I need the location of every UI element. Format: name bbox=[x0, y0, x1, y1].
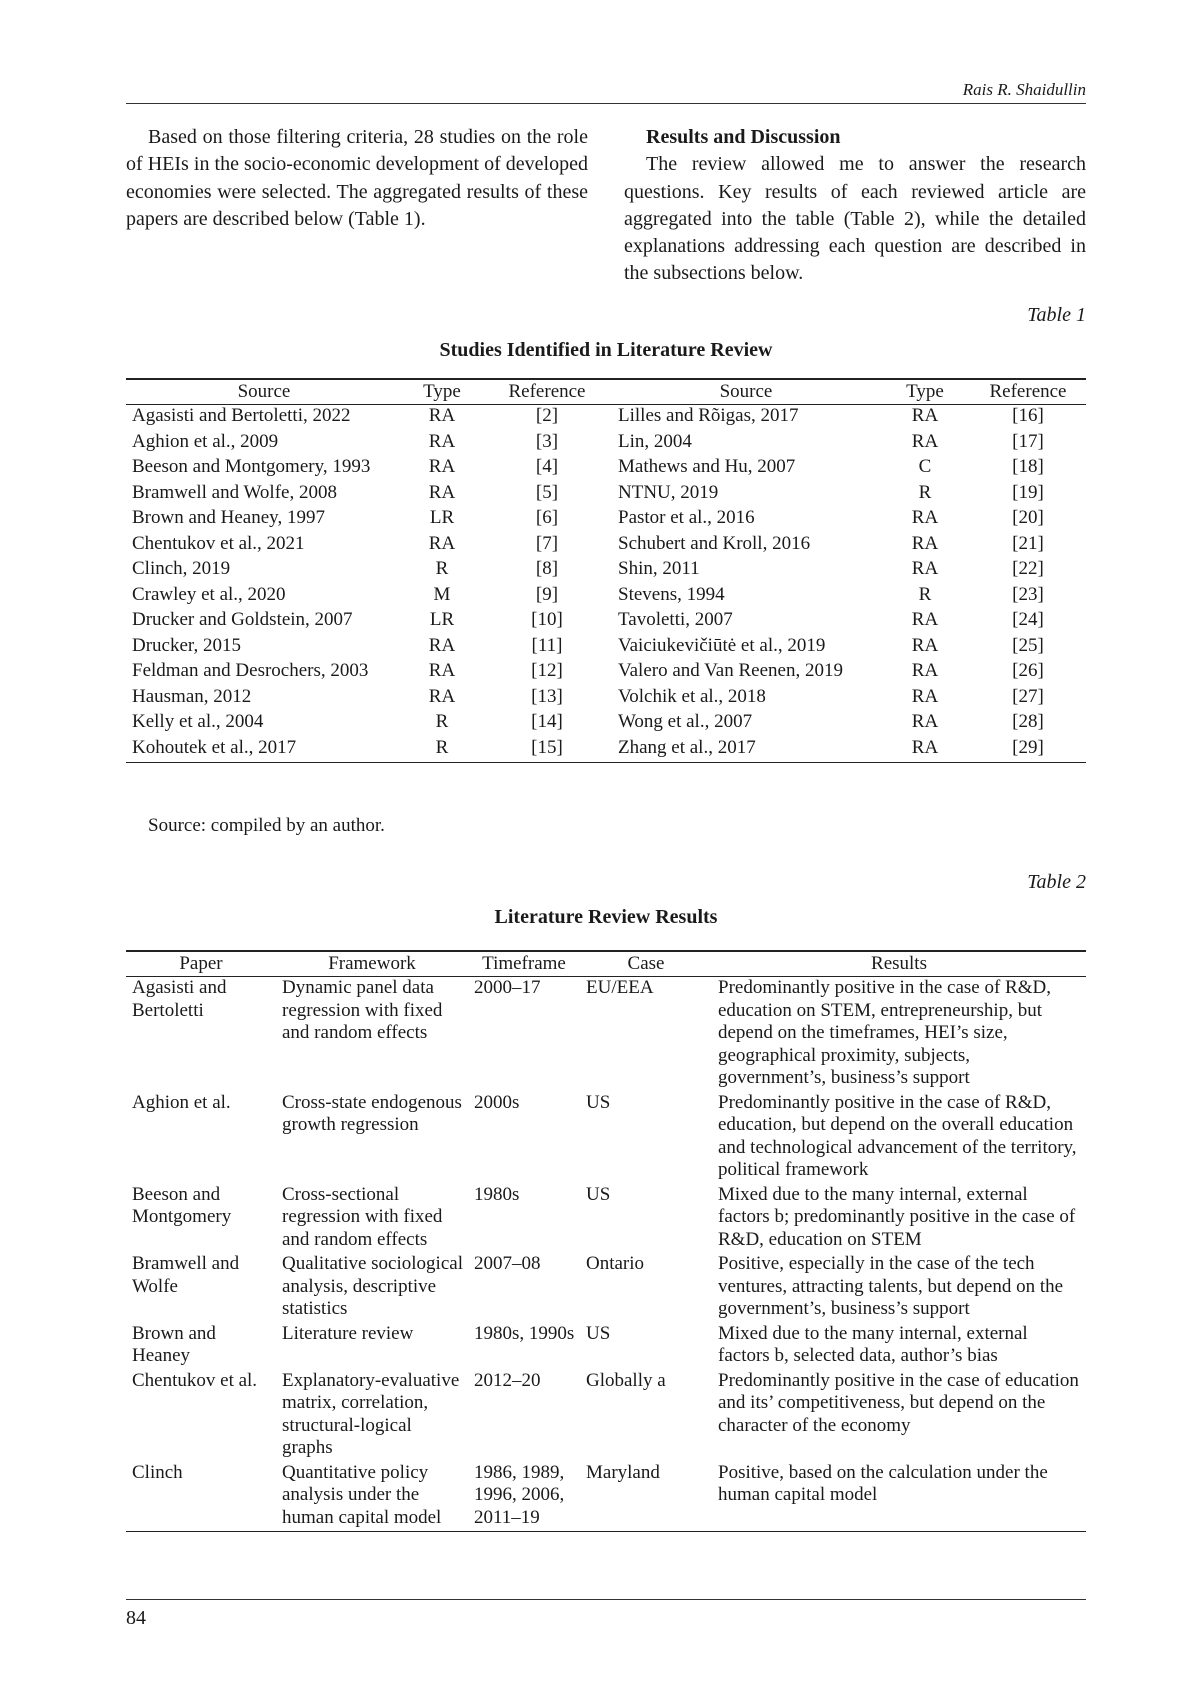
cell-type: RA bbox=[911, 405, 939, 426]
cell-source: Zhang et al., 2017 bbox=[618, 736, 756, 758]
cell-reference: [19] bbox=[1012, 481, 1044, 503]
table-row bbox=[126, 405, 1086, 431]
results-table bbox=[126, 950, 1086, 1532]
cell-reference: [2] bbox=[535, 405, 559, 426]
column-header-reference: Reference bbox=[508, 381, 586, 402]
cell-timeframe: 2000–17 bbox=[474, 977, 541, 998]
cell-type: RA bbox=[911, 430, 939, 452]
column-header-paper: Paper bbox=[179, 953, 223, 974]
cell-type: RA bbox=[911, 507, 939, 528]
cell-type: R bbox=[435, 711, 449, 732]
table-row bbox=[126, 635, 1086, 661]
cell-type: R bbox=[435, 736, 449, 758]
cell-source: Feldman and Desrochers, 2003 bbox=[132, 660, 369, 681]
cell-type: RA bbox=[911, 685, 939, 707]
table-row bbox=[126, 456, 1086, 482]
cell-reference: [16] bbox=[1012, 405, 1044, 426]
column-header-case: Case bbox=[627, 953, 665, 974]
cell-source: Aghion et al., 2009 bbox=[132, 430, 279, 452]
section-heading: Results and Discussion bbox=[646, 126, 841, 148]
table-row bbox=[126, 1370, 1086, 1462]
cell-reference: [28] bbox=[1012, 711, 1044, 732]
table-row bbox=[126, 431, 1086, 457]
cell-results: Predominantly positive in the case of R&D, education on STEM, entrepreneurship, but depend on the timeframes, HEI’s size, geographical proximity, subjects, government’s, business’s support bbox=[718, 977, 1051, 1088]
table-row bbox=[126, 711, 1086, 737]
cell-results: Predominantly positive in the case of R&D, education, but depend on the overall education and technological advancement of the territory, political framework bbox=[718, 1091, 1077, 1180]
table-header-row bbox=[126, 379, 1086, 405]
cell-source: Tavoletti, 2007 bbox=[618, 609, 733, 630]
cell-type: RA bbox=[428, 660, 456, 681]
cell-source: Schubert and Kroll, 2016 bbox=[618, 532, 811, 554]
column-header-type: Type bbox=[906, 381, 944, 402]
table-row bbox=[126, 1462, 1086, 1532]
results-paragraph: The review allowed me to answer the research questions. Key results of each reviewed article are aggregated into the table (Table 2), while the detailed explanations addressing each question are described in the subsections below. bbox=[624, 153, 1086, 285]
page-number: 84 bbox=[126, 1607, 146, 1629]
cell-source: Bramwell and Wolfe, 2008 bbox=[132, 481, 337, 503]
table1-source-note: Source: compiled by an author. bbox=[148, 815, 385, 836]
cell-source: Lilles and Rõigas, 2017 bbox=[618, 405, 799, 426]
cell-source: Pastor et al., 2016 bbox=[618, 507, 755, 528]
cell-reference: [13] bbox=[531, 685, 563, 707]
cell-reference: [6] bbox=[535, 507, 559, 528]
table-row bbox=[126, 686, 1086, 712]
cell-source: Drucker and Goldstein, 2007 bbox=[132, 609, 353, 630]
footer-rule bbox=[126, 1599, 1086, 1600]
cell-paper: Clinch bbox=[132, 1461, 183, 1483]
column-header-source: Source bbox=[719, 381, 773, 402]
cell-reference: [15] bbox=[531, 736, 563, 758]
cell-source: Hausman, 2012 bbox=[132, 685, 252, 707]
cell-source: Drucker, 2015 bbox=[132, 634, 241, 656]
cell-case: US bbox=[586, 1183, 611, 1205]
cell-type: LR bbox=[429, 609, 455, 630]
table1-label: Table 1 bbox=[1027, 304, 1086, 326]
cell-timeframe: 1980s bbox=[474, 1183, 520, 1205]
table-row bbox=[126, 660, 1086, 686]
cell-reference: [3] bbox=[535, 430, 559, 452]
cell-reference: [9] bbox=[535, 583, 559, 605]
table2-label: Table 2 bbox=[1027, 871, 1086, 893]
column-header-framework: Framework bbox=[328, 953, 416, 974]
table-header-row bbox=[126, 951, 1086, 977]
cell-paper: Brown and Heaney bbox=[132, 1322, 216, 1366]
cell-reference: [10] bbox=[531, 609, 563, 630]
cell-source: Clinch, 2019 bbox=[132, 558, 231, 579]
cell-source: Kelly et al., 2004 bbox=[132, 711, 264, 732]
cell-paper: Agasisti and Bertoletti bbox=[132, 977, 227, 1021]
cell-reference: [7] bbox=[535, 532, 559, 554]
cell-paper: Aghion et al. bbox=[132, 1091, 231, 1113]
column-header-timeframe: Timeframe bbox=[482, 953, 566, 974]
cell-framework: Cross-state endogenous growth regression bbox=[282, 1091, 462, 1135]
table-row bbox=[126, 1184, 1086, 1254]
cell-source: Mathews and Hu, 2007 bbox=[618, 456, 796, 477]
cell-type: RA bbox=[911, 609, 939, 630]
cell-source: Kohoutek et al., 2017 bbox=[132, 736, 297, 758]
cell-reference: [22] bbox=[1012, 558, 1044, 579]
cell-source: Beeson and Montgomery, 1993 bbox=[132, 456, 371, 477]
cell-reference: [12] bbox=[531, 660, 563, 681]
cell-type: RA bbox=[428, 634, 456, 656]
cell-timeframe: 1986, 1989, 1996, 2006, 2011–19 bbox=[474, 1461, 565, 1528]
cell-reference: [8] bbox=[535, 558, 559, 579]
cell-case: US bbox=[586, 1322, 611, 1344]
cell-framework: Literature review bbox=[282, 1322, 414, 1344]
cell-results: Positive, especially in the case of the tech ventures, attracting talents, but depend on the government’s, business’s support bbox=[718, 1253, 1064, 1319]
cell-source: Stevens, 1994 bbox=[618, 583, 725, 605]
cell-paper: Bramwell and Wolfe bbox=[132, 1253, 240, 1297]
table-row bbox=[126, 482, 1086, 508]
table-row bbox=[126, 558, 1086, 584]
cell-type: LR bbox=[429, 507, 455, 528]
table-row bbox=[126, 584, 1086, 610]
table-row bbox=[126, 609, 1086, 635]
cell-results: Mixed due to the many internal, external factors b; predominantly positive in the case of R&D, education on STEM bbox=[718, 1183, 1076, 1250]
cell-reference: [27] bbox=[1012, 685, 1044, 707]
running-head: Rais R. Shaidullin bbox=[962, 80, 1086, 99]
cell-type: RA bbox=[428, 685, 456, 707]
cell-reference: [5] bbox=[535, 481, 559, 503]
cell-reference: [17] bbox=[1012, 430, 1044, 452]
cell-type: RA bbox=[911, 634, 939, 656]
cell-reference: [18] bbox=[1012, 456, 1044, 477]
cell-type: RA bbox=[911, 711, 939, 732]
cell-type: RA bbox=[911, 558, 939, 579]
cell-case: US bbox=[586, 1091, 611, 1113]
table-row bbox=[126, 1253, 1086, 1323]
cell-framework: Cross-sectional regression with fixed and random effects bbox=[282, 1183, 443, 1250]
cell-source: Chentukov et al., 2021 bbox=[132, 532, 305, 554]
cell-source: Volchik et al., 2018 bbox=[618, 685, 766, 707]
cell-reference: [23] bbox=[1012, 583, 1044, 605]
cell-results: Mixed due to the many internal, external factors b, selected data, author’s bias bbox=[718, 1322, 1028, 1366]
column-header-source: Source bbox=[237, 381, 291, 402]
left-column bbox=[126, 124, 588, 233]
cell-reference: [21] bbox=[1012, 532, 1044, 554]
cell-timeframe: 2012–20 bbox=[474, 1369, 541, 1391]
column-header-reference: Reference bbox=[989, 381, 1067, 402]
cell-source: Valero and Van Reenen, 2019 bbox=[618, 660, 843, 681]
cell-type: M bbox=[433, 583, 451, 605]
cell-timeframe: 2000s bbox=[474, 1091, 520, 1113]
studies-table bbox=[126, 378, 1086, 763]
header-rule bbox=[126, 103, 1086, 104]
cell-type: R bbox=[918, 583, 932, 605]
cell-source: Agasisti and Bertoletti, 2022 bbox=[132, 405, 351, 426]
cell-source: NTNU, 2019 bbox=[618, 481, 719, 503]
cell-type: RA bbox=[428, 532, 456, 554]
column-header-results: Results bbox=[871, 953, 927, 974]
cell-source: Vaiciukevičiūtė et al., 2019 bbox=[618, 634, 826, 656]
table-row bbox=[126, 737, 1086, 763]
cell-type: R bbox=[435, 558, 449, 579]
cell-reference: [29] bbox=[1012, 736, 1044, 758]
cell-reference: [14] bbox=[531, 711, 563, 732]
cell-reference: [26] bbox=[1012, 660, 1044, 681]
cell-reference: [4] bbox=[535, 456, 559, 477]
cell-source: Wong et al., 2007 bbox=[618, 711, 753, 732]
cell-case: Ontario bbox=[586, 1253, 645, 1274]
cell-timeframe: 2007–08 bbox=[474, 1253, 541, 1274]
cell-case: EU/EEA bbox=[586, 977, 654, 998]
cell-reference: [20] bbox=[1012, 507, 1044, 528]
cell-type: RA bbox=[911, 532, 939, 554]
table2-title: Literature Review Results bbox=[494, 906, 718, 928]
cell-case: Globally a bbox=[586, 1369, 666, 1391]
cell-source: Shin, 2011 bbox=[618, 558, 700, 579]
table-row bbox=[126, 533, 1086, 559]
cell-framework: Explanatory-evaluative matrix, correlation, structural-logical graphs bbox=[282, 1369, 460, 1458]
cell-paper: Beeson and Montgomery bbox=[132, 1183, 232, 1227]
table-row bbox=[126, 1323, 1086, 1370]
cell-type: RA bbox=[428, 481, 456, 503]
cell-framework: Quantitative policy analysis under the human capital model bbox=[282, 1461, 442, 1528]
cell-type: RA bbox=[428, 405, 456, 426]
cell-source: Lin, 2004 bbox=[618, 430, 692, 452]
cell-framework: Qualitative sociological analysis, descriptive statistics bbox=[282, 1253, 463, 1319]
cell-source: Crawley et al., 2020 bbox=[132, 583, 286, 605]
cell-reference: [11] bbox=[531, 634, 563, 656]
cell-reference: [25] bbox=[1012, 634, 1044, 656]
cell-type: R bbox=[918, 481, 932, 503]
cell-source: Brown and Heaney, 1997 bbox=[132, 507, 325, 528]
cell-paper: Chentukov et al. bbox=[132, 1369, 258, 1391]
cell-type: RA bbox=[428, 456, 456, 477]
cell-results: Positive, based on the calculation under the human capital model bbox=[718, 1461, 1048, 1505]
table-row bbox=[126, 507, 1086, 533]
cell-case: Maryland bbox=[586, 1461, 660, 1483]
cell-type: RA bbox=[911, 660, 939, 681]
cell-results: Predominantly positive in the case of education and its’ competitiveness, but depend on the character of the economy bbox=[718, 1369, 1079, 1436]
column-header-type: Type bbox=[423, 381, 461, 402]
cell-reference: [24] bbox=[1012, 609, 1044, 630]
table-row bbox=[126, 1092, 1086, 1184]
table1-title: Studies Identified in Literature Review bbox=[439, 339, 773, 361]
cell-type: C bbox=[918, 456, 932, 477]
cell-framework: Dynamic panel data regression with fixed and random effects bbox=[282, 977, 443, 1043]
cell-timeframe: 1980s, 1990s bbox=[474, 1322, 575, 1344]
cell-type: RA bbox=[428, 430, 456, 452]
table-row bbox=[126, 977, 1086, 1092]
cell-type: RA bbox=[911, 736, 939, 758]
right-column bbox=[624, 124, 1086, 288]
intro-paragraph: Based on those filtering criteria, 28 studies on the role of HEIs in the socio-economic development of developed economies were selected. The aggregated results of these papers are described below (Table 1). bbox=[126, 126, 588, 230]
